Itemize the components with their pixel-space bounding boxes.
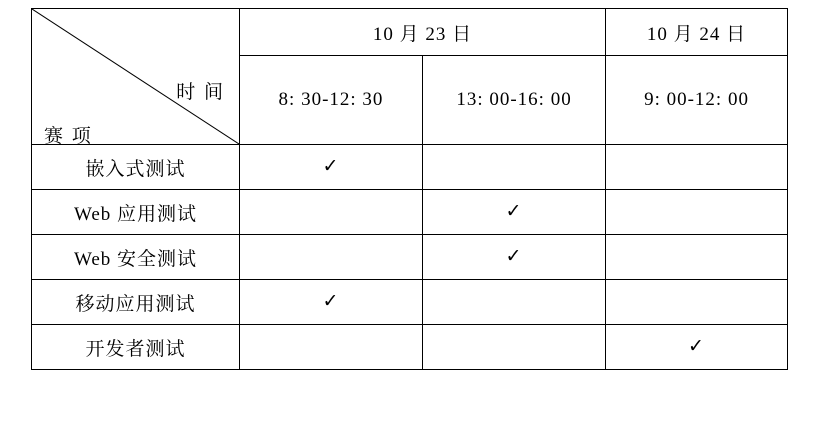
check-icon: ✓	[505, 246, 523, 267]
cell-websec-slot2	[423, 235, 606, 280]
corner-diagonal-header	[32, 9, 240, 145]
event-name-mobile-app-test: 移动应用测试	[32, 280, 240, 325]
check-icon: ✓	[322, 156, 340, 177]
table-row	[32, 190, 788, 235]
table-row	[32, 235, 788, 280]
cell-webapp-slot1	[240, 190, 423, 235]
table-header-date-row	[32, 9, 788, 56]
cell-developer-slot2	[423, 325, 606, 370]
time-slot-3: 9: 00-12: 00	[606, 56, 788, 145]
competition-schedule-table	[31, 8, 788, 370]
cell-embedded-slot2	[423, 145, 606, 190]
cell-developer-slot1	[240, 325, 423, 370]
event-name-embedded-test: 嵌入式测试	[32, 145, 240, 190]
cell-webapp-slot2	[423, 190, 606, 235]
time-slot-2: 13: 00-16: 00	[423, 56, 606, 145]
date-header-oct24: 10 月 24 日	[606, 9, 788, 56]
cell-developer-slot3	[606, 325, 788, 370]
table-row	[32, 325, 788, 370]
corner-item-label: 赛 项	[44, 126, 93, 147]
table-row	[32, 280, 788, 325]
cell-mobile-slot2	[423, 280, 606, 325]
cell-webapp-slot3	[606, 190, 788, 235]
cell-embedded-slot1	[240, 145, 423, 190]
date-header-oct23: 10 月 23 日	[240, 9, 606, 56]
cell-mobile-slot1	[240, 280, 423, 325]
cell-embedded-slot3	[606, 145, 788, 190]
table-row	[32, 145, 788, 190]
check-icon: ✓	[505, 201, 523, 222]
check-icon: ✓	[688, 336, 705, 357]
cell-websec-slot1	[240, 235, 423, 280]
cell-websec-slot3	[606, 235, 788, 280]
event-name-web-security-test: Web 安全测试	[32, 235, 240, 280]
corner-time-label: 时 间	[176, 82, 225, 103]
check-icon: ✓	[322, 291, 340, 312]
cell-mobile-slot3	[606, 280, 788, 325]
event-name-web-app-test: Web 应用测试	[32, 190, 240, 235]
time-slot-1: 8: 30-12: 30	[240, 56, 423, 145]
event-name-developer-test: 开发者测试	[32, 325, 240, 370]
